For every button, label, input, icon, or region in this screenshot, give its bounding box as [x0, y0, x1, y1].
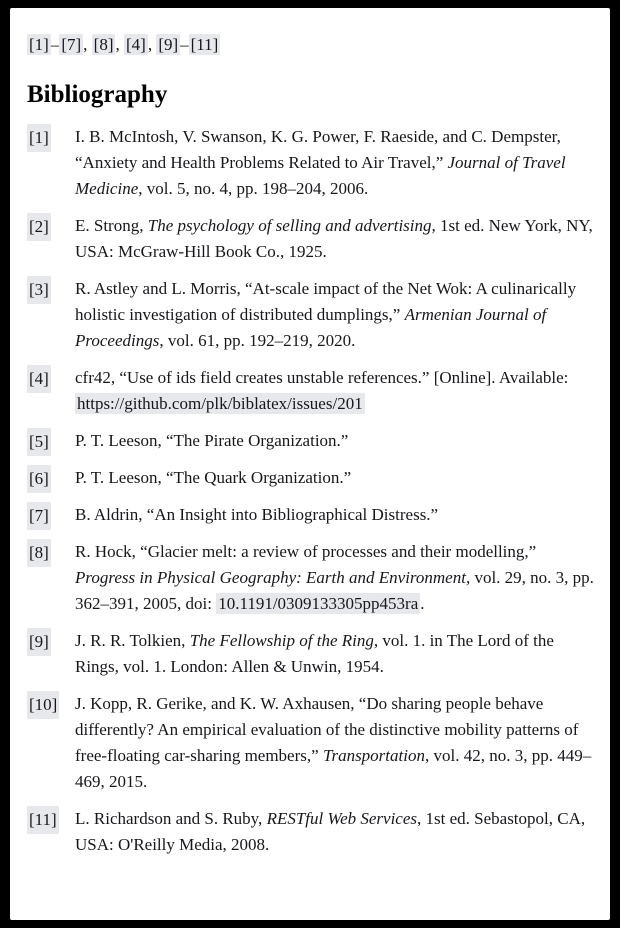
entry-text-run: I. B. McIntosh, V. Swanson, K. G. Power, F. Raeside, and C. Dempster, “Anxiety and Health Problems Related to Air Travel,”: [75, 127, 561, 172]
bib-entry-label: [8]: [27, 539, 51, 567]
bib-entry: [27, 365, 596, 417]
citation-ref-link[interactable]: [7]: [61, 35, 82, 54]
entry-text-run: , vol. 1. in The Lord of the Rings, vol. 1. London: Allen & Unwin, 1954.: [75, 631, 554, 676]
document-content: [10, 8, 610, 858]
citation-ref-link[interactable]: [4]: [125, 35, 146, 54]
citation-ref-link[interactable]: [9]: [158, 35, 179, 54]
citation-ref-link[interactable]: [1]: [29, 35, 49, 54]
entry-text-run: .: [420, 594, 425, 613]
citation-separator: ,: [115, 35, 124, 54]
entry-text-run: B. Aldrin, “An Insight into Bibliographical Distress.”: [75, 505, 439, 524]
bib-entry-label: [5]: [27, 428, 51, 456]
entry-text-run: , 1st ed. Sebastopol, CA, USA: O'Reilly Media, 2008.: [75, 809, 586, 854]
page-title: Bibliography: [27, 81, 168, 108]
bib-entry-text: [75, 468, 351, 487]
bib-entry: [27, 502, 596, 528]
external-link[interactable]: https://github.com/plk/biblatex/issues/201: [77, 394, 363, 413]
work-title-italic: RESTful Web Services: [266, 809, 418, 828]
bib-entry: [27, 213, 596, 265]
bib-entry-text: [75, 431, 348, 450]
bib-entry-text: [75, 809, 585, 854]
bibliography-list: [27, 124, 596, 858]
bib-entry: [27, 539, 596, 617]
work-title-italic: Journal of Travel Medicine: [75, 153, 566, 198]
bib-entry-label: [11]: [27, 806, 59, 834]
bib-entry-text: [75, 216, 593, 261]
entry-text-run: L. Richardson and S. Ruby,: [75, 809, 267, 828]
entry-text-run: , vol. 29, no. 3, pp. 362–391, 2005, doi:: [75, 568, 594, 613]
entry-text-run: R. Hock, “Glacier melt: a review of processes and their modelling,”: [75, 542, 537, 561]
bib-entry: [27, 691, 596, 795]
bib-entry-text: [75, 631, 554, 676]
citation-separator: –: [180, 35, 189, 54]
entry-text-run: P. T. Leeson, “The Quark Organization.”: [75, 468, 352, 487]
entry-text-run: J. R. R. Tolkien,: [75, 631, 190, 650]
bib-entry-label: [4]: [27, 365, 51, 393]
bib-entry-text: [75, 542, 594, 614]
work-title-italic: The psychology of selling and advertising: [147, 216, 432, 235]
external-link[interactable]: 10.1191/0309133305pp453ra: [218, 594, 419, 613]
citation-separator: ,: [147, 35, 157, 54]
bib-entry-label: [1]: [27, 124, 51, 152]
entry-text-run: , vol. 61, pp. 192–219, 2020.: [159, 331, 356, 350]
bib-entry-label: [10]: [27, 691, 59, 719]
bib-entry-label: [3]: [27, 276, 51, 304]
bib-entry-text: [75, 127, 566, 198]
bib-entry-label: [2]: [27, 213, 51, 241]
work-title-italic: Transportation: [322, 746, 425, 765]
citation-line: [27, 32, 596, 58]
bib-entry: [27, 628, 596, 680]
entry-text-run: , vol. 42, no. 3, pp. 449–469, 2015.: [75, 746, 592, 791]
document-page: [10, 8, 610, 920]
entry-text-run: R. Astley and L. Morris, “At-scale impact of the Net Wok: A culinarically holistic investigation of distributed dumplings,”: [75, 279, 577, 324]
work-title-italic: The Fellowship of the Ring: [189, 631, 374, 650]
bib-entry-text: [75, 505, 438, 524]
entry-text-run: E. Strong,: [75, 216, 148, 235]
bib-entry: [27, 428, 596, 454]
bib-entry-label: [6]: [27, 465, 51, 493]
citation-separator: ,: [83, 35, 92, 54]
entry-text-run: , 1st ed. New York, NY, USA: McGraw-Hill Book Co., 1925.: [75, 216, 593, 261]
citation-ref-link[interactable]: [8]: [93, 35, 114, 54]
bib-entry: [27, 276, 596, 354]
entry-text-run: , vol. 5, no. 4, pp. 198–204, 2006.: [138, 179, 369, 198]
bib-entry: [27, 465, 596, 491]
entry-text-run: P. T. Leeson, “The Pirate Organization.”: [75, 431, 349, 450]
work-title-italic: Progress in Physical Geography: Earth and Environment: [75, 568, 466, 587]
citation-ref-link[interactable]: [11]: [190, 35, 219, 54]
bib-entry-text: [75, 368, 568, 414]
citation-separator: –: [50, 35, 60, 54]
work-title-italic: Armenian Journal of Proceedings: [75, 305, 547, 350]
bib-entry: [27, 806, 596, 858]
entry-text-run: cfr42, “Use of ids field creates unstable references.” [Online]. Available:: [75, 368, 569, 387]
bib-entry: [27, 124, 596, 202]
bib-entry-label: [7]: [27, 502, 51, 530]
entry-text-run: J. Kopp, R. Gerike, and K. W. Axhausen, “Do sharing people behave differently? An empirical evaluation of the distinctive mobility patterns of free-floating car-sharing members,”: [75, 694, 579, 765]
bib-entry-text: [75, 279, 576, 350]
bib-entry-text: [75, 694, 591, 791]
bib-entry-label: [9]: [27, 628, 51, 656]
